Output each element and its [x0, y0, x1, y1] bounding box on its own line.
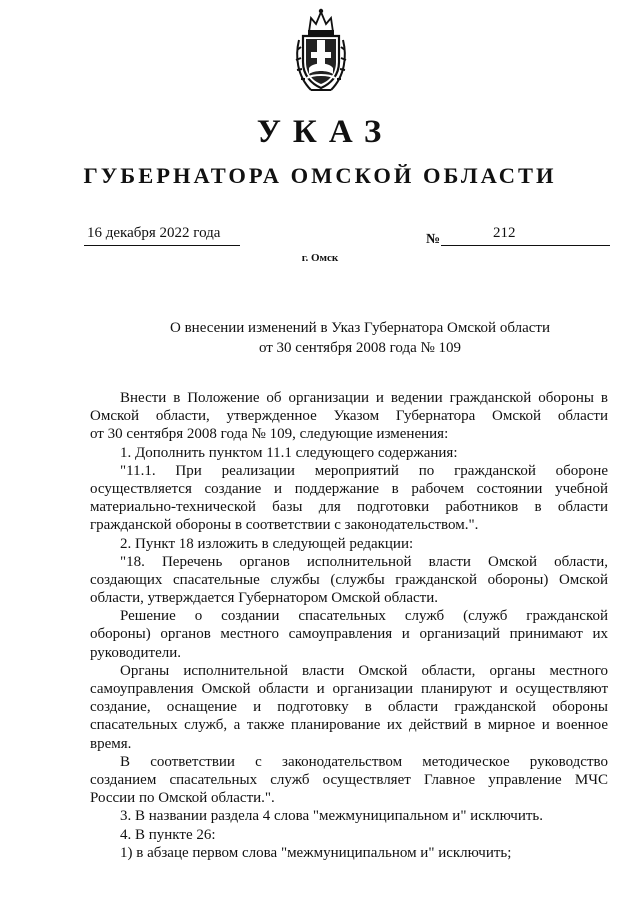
body-line: осуществляется создание и поддержание в рабочем состоянии учебной: [90, 480, 608, 497]
body-line: 4. В пункте 26:: [120, 826, 216, 843]
body-line: гражданской обороны в соответствии с законодательством.".: [90, 517, 479, 534]
body-line: "11.1. При реализации мероприятий по гражданской обороне: [120, 462, 608, 479]
body-line: России по Омской области.".: [90, 790, 275, 807]
body-line: самоуправления Омской области и организации планируют и осуществляют: [90, 681, 608, 697]
body-line: создание, оснащение и подготовку в области гражданской обороны: [90, 699, 608, 716]
body-line: созданием спасательных служб осуществляет Главное управление МЧС: [90, 771, 608, 788]
number-sign: №: [426, 232, 441, 247]
date-value: 16 декабря 2022 года: [87, 225, 221, 241]
body-line: создающих спасательные службы (службы гражданской обороны) Омской: [90, 571, 608, 588]
body-line: от 30 сентября 2008 года № 109, следующие изменения:: [90, 426, 449, 443]
body-line: время.: [90, 735, 132, 752]
body-line: руководители.: [90, 644, 182, 661]
body-line: Решение о создании спасательных служб (служб гражданской: [120, 608, 608, 625]
number-value: 212: [493, 225, 516, 241]
body-line: Внести в Положение об организации и ведении гражданской обороны в: [120, 390, 608, 406]
document-heading: [0, 318, 640, 358]
document-body: [90, 389, 608, 862]
body-line: 3. В названии раздела 4 слова "межмуниципальном и" исключить.: [120, 808, 543, 825]
body-line: материально-технической базы для подготовки работников в области: [90, 499, 608, 516]
body-line: Омской области, утвержденное Указом Губернатора Омской области: [90, 408, 608, 425]
body-line: обороны) органов местного самоуправления и организаций принимают их: [90, 626, 608, 643]
body-line: 2. Пункт 18 изложить в следующей редакции:: [120, 535, 414, 552]
coat-of-arms-icon: [293, 6, 349, 94]
heading-line-1: О внесении изменений в Указ Губернатора Омской области: [170, 320, 550, 336]
document-title: УКАЗ: [256, 114, 394, 150]
body-line: спасательных служб, а также планирование их действий в мирное и военное: [90, 717, 608, 734]
body-line: Органы исполнительной власти Омской области, органы местного: [120, 662, 608, 679]
document-subtitle: ГУБЕРНАТОРА ОМСКОЙ ОБЛАСТИ: [83, 163, 557, 188]
body-line: области, утверждается Губернатором Омской области.: [90, 590, 438, 607]
body-line: 1. Дополнить пунктом 11.1 следующего содержания:: [120, 444, 458, 461]
date-field: [84, 225, 240, 246]
city-label: г. Омск: [301, 252, 339, 264]
body-line: В соответствии с законодательством методическое руководство: [120, 753, 608, 770]
body-line: 1) в абзаце первом слова "межмуниципальном и" исключить;: [120, 844, 512, 861]
body-line: "18. Перечень органов исполнительной власти Омской области,: [120, 553, 608, 570]
number-field: [441, 225, 610, 246]
heading-line-2: от 30 сентября 2008 года № 109: [258, 340, 462, 356]
